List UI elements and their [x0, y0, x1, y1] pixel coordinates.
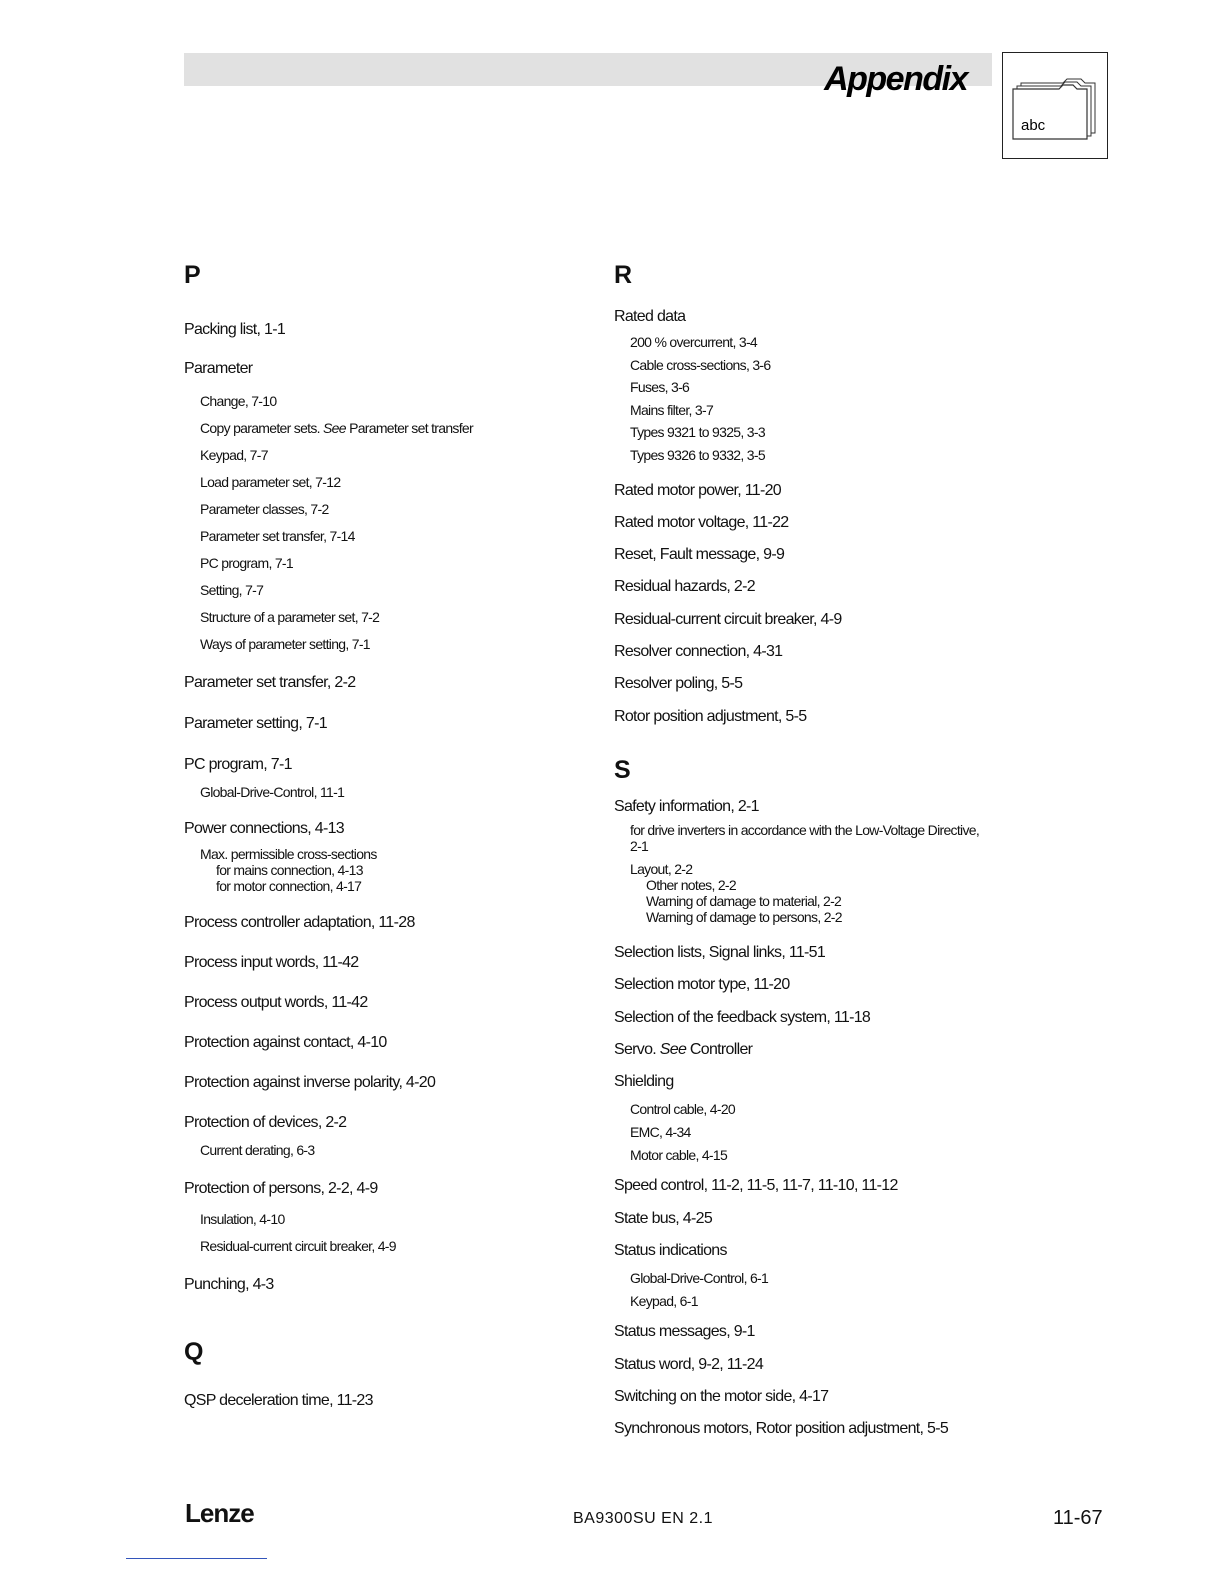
- index-subentry: Structure of a parameter set, 7-2: [200, 609, 380, 625]
- index-letter-p: P: [184, 261, 201, 289]
- index-subentry: Warning of damage to persons, 2-2: [646, 908, 842, 925]
- index-letter-s: S: [614, 755, 631, 784]
- index-entry: Servo. See Controller: [614, 1040, 753, 1058]
- index-subentry: Keypad, 6-1: [630, 1292, 698, 1309]
- folder-icon: [1003, 53, 1107, 158]
- index-entry: Resolver poling, 5-5: [614, 675, 743, 693]
- index-entry: Residual-current circuit breaker, 4-9: [614, 610, 842, 628]
- index-letter-r: R: [614, 261, 633, 289]
- index-subentry: Types 9326 to 9332, 3-5: [630, 446, 765, 463]
- index-subentry: Change, 7-10: [200, 393, 277, 409]
- index-entry: Protection against contact, 4-10: [184, 1034, 387, 1051]
- index-entry: Status indications: [614, 1241, 727, 1259]
- tab-label: abc: [1021, 117, 1046, 134]
- index-entry: Protection of devices, 2-2: [184, 1114, 347, 1131]
- index-entry: Power connections, 4-13: [184, 820, 345, 837]
- index-entry: Process controller adaptation, 11-28: [184, 914, 415, 931]
- chapter-tab: [1002, 52, 1108, 159]
- index-subentry: EMC, 4-34: [630, 1124, 691, 1141]
- index-column-left: [184, 258, 584, 1412]
- index-subentry: Current derating, 6-3: [200, 1142, 315, 1158]
- index-subentry: Keypad, 7-7: [200, 447, 268, 463]
- index-subentry: for motor connection, 4-17: [216, 878, 362, 894]
- index-column-right: [614, 258, 1004, 1445]
- index-entry: Resolver connection, 4-31: [614, 643, 783, 661]
- index-subentry: Setting, 7-7: [200, 582, 264, 598]
- index-entry: Parameter: [184, 360, 253, 377]
- index-subentry: 2-1: [630, 837, 649, 854]
- index-entry: Rated motor voltage, 11-22: [614, 513, 789, 531]
- index-entry: Process output words, 11-42: [184, 994, 368, 1011]
- index-subentry: Copy parameter sets. See Parameter set transfer: [200, 420, 473, 436]
- index-subentry: for mains connection, 4-13: [216, 862, 363, 878]
- index-entry: Speed control, 11-2, 11-5, 11-7, 11-10, 11-12: [614, 1177, 898, 1195]
- index-entry: State bus, 4-25: [614, 1209, 713, 1227]
- index-subentry: Mains filter, 3-7: [630, 401, 714, 418]
- index-entry: Punching, 4-3: [184, 1276, 274, 1293]
- page-title: Appendix: [824, 60, 967, 98]
- index-entry: PC program, 7-1: [184, 756, 292, 773]
- index-entry: Rotor position adjustment, 5-5: [614, 707, 807, 725]
- index-entry: Selection lists, Signal links, 11-51: [614, 943, 826, 961]
- index-entry: Status word, 9-2, 11-24: [614, 1355, 764, 1373]
- index-entry: Rated data: [614, 308, 686, 325]
- index-entry: Protection against inverse polarity, 4-20: [184, 1074, 436, 1091]
- index-entry: Parameter setting, 7-1: [184, 715, 327, 732]
- index-entry: Process input words, 11-42: [184, 954, 359, 971]
- index-entry: Rated motor power, 11-20: [614, 481, 782, 499]
- index-subentry: Control cable, 4-20: [630, 1101, 735, 1118]
- index-entry: Residual hazards, 2-2: [614, 578, 755, 596]
- index-entry: Reset, Fault message, 9-9: [614, 546, 785, 564]
- index-subentry: Other notes, 2-2: [646, 876, 736, 893]
- index-subentry: Global-Drive-Control, 11-1: [200, 784, 345, 800]
- index-entry: Switching on the motor side, 4-17: [614, 1387, 829, 1405]
- index-subentry: Load parameter set, 7-12: [200, 474, 341, 490]
- index-subentry: Residual-current circuit breaker, 4-9: [200, 1238, 396, 1254]
- page-number: 11-67: [1053, 1507, 1103, 1529]
- index-subentry: Layout, 2-2: [630, 860, 693, 877]
- index-entry: Packing list, 1-1: [184, 321, 286, 338]
- index-entry: QSP deceleration time, 11-23: [184, 1392, 373, 1409]
- index-subentry: Parameter classes, 7-2: [200, 501, 329, 517]
- index-subentry: Warning of damage to material, 2-2: [646, 892, 842, 909]
- index-entry: Protection of persons, 2-2, 4-9: [184, 1180, 378, 1197]
- index-subentry: Global-Drive-Control, 6-1: [630, 1270, 769, 1287]
- index-subentry: Insulation, 4-10: [200, 1211, 285, 1227]
- index-letter-q: Q: [184, 1338, 204, 1366]
- index-entry: Status messages, 9-1: [614, 1323, 755, 1341]
- index-entry: Shielding: [614, 1073, 674, 1091]
- index-entry: Parameter set transfer, 2-2: [184, 674, 356, 691]
- index-subentry: 200 % overcurrent, 3-4: [630, 334, 758, 350]
- index-entry: Selection motor type, 11-20: [614, 976, 790, 994]
- index-subentry: PC program, 7-1: [200, 555, 293, 571]
- index-entry: Selection of the feedback system, 11-18: [614, 1008, 871, 1026]
- brand-logo: Lenze: [185, 1498, 254, 1528]
- index-entry: Safety information, 2-1: [614, 797, 759, 815]
- index-subentry: Max. permissible cross-sections: [200, 846, 377, 862]
- index-subentry: Motor cable, 4-15: [630, 1146, 728, 1163]
- index-subentry: Types 9321 to 9325, 3-3: [630, 424, 765, 441]
- index-subentry: Ways of parameter setting, 7-1: [200, 636, 370, 652]
- index-subentry: Cable cross-sections, 3-6: [630, 356, 771, 373]
- index-subentry: Fuses, 3-6: [630, 379, 690, 396]
- footer-link-underline: [126, 1558, 267, 1559]
- index-subentry: Parameter set transfer, 7-14: [200, 528, 355, 544]
- index-subentry: for drive inverters in accordance with the Low-Voltage Directive,: [630, 821, 980, 838]
- document-id: BA9300SU EN 2.1: [573, 1510, 714, 1527]
- index-entry: Synchronous motors, Rotor position adjustment, 5-5: [614, 1420, 949, 1438]
